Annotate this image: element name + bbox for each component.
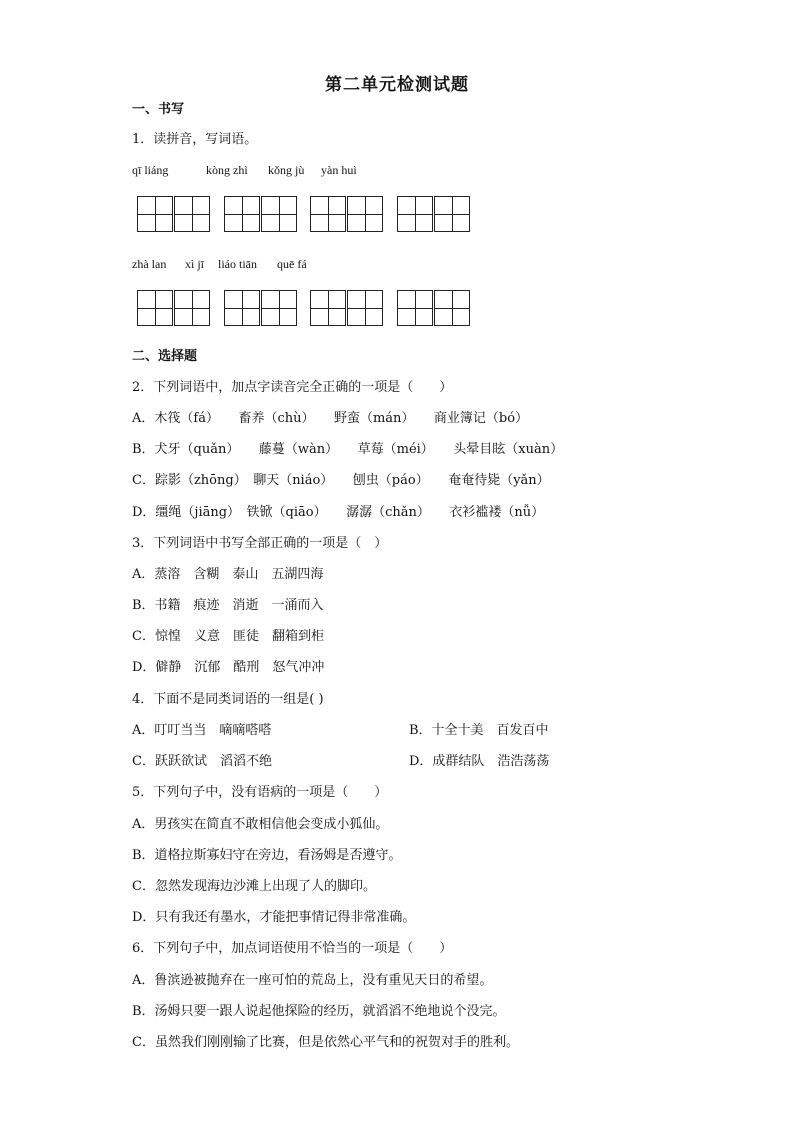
pinyin-label: kòng zhì: [206, 163, 248, 177]
option-c[interactable]: C．惊惶 义意 匪徒 翻箱到柜: [132, 629, 324, 644]
tianzige-cell[interactable]: [224, 290, 260, 326]
question-3-stem: 3．下列词语中书写全部正确的一项是（ ）: [132, 536, 388, 551]
tianzige-cell[interactable]: [434, 290, 470, 326]
option-b[interactable]: B．犬牙（quǎn） 藤蔓（wàn） 草莓（méi） 头晕目眩（xuàn）: [132, 442, 564, 457]
tianzige-cell[interactable]: [174, 196, 210, 232]
option-d[interactable]: D．缰绳（jiāng） 铁锨（qiāo） 潺潺（chǎn） 衣衫褴褛（nǚ）: [132, 505, 545, 520]
question-4-stem: 4．下面不是同类词语的一组是( ): [132, 692, 324, 707]
tianzige-cell[interactable]: [434, 196, 470, 232]
section-heading-writing: 一、书写: [132, 102, 185, 117]
option-a[interactable]: A．男孩实在简直不敢相信他会变成小狐仙。: [132, 817, 389, 832]
option-d[interactable]: D．成群结队 浩浩荡荡: [409, 754, 550, 769]
question-6-stem: 6．下列句子中，加点词语使用不恰当的一项是（ ）: [132, 941, 453, 956]
tianzige-cell[interactable]: [174, 290, 210, 326]
tianzige-cell[interactable]: [397, 196, 433, 232]
option-a[interactable]: A．木筏（fá） 畜养（chù） 野蛮（mán） 商业簿记（bó）: [132, 411, 529, 426]
pinyin-label: zhà lan: [132, 257, 167, 271]
tianzige-cell[interactable]: [347, 196, 383, 232]
writing-box-8[interactable]: [397, 290, 471, 326]
tianzige-cell[interactable]: [397, 290, 433, 326]
tianzige-cell[interactable]: [137, 290, 173, 326]
tianzige-cell[interactable]: [261, 196, 297, 232]
pinyin-label: qī liáng: [132, 163, 169, 177]
tianzige-cell[interactable]: [224, 196, 260, 232]
writing-box-2[interactable]: [224, 196, 298, 232]
tianzige-cell[interactable]: [261, 290, 297, 326]
tianzige-cell[interactable]: [310, 290, 346, 326]
option-a[interactable]: A．蒸溶 含糊 泰山 五湖四海: [132, 567, 324, 582]
option-c[interactable]: C．踪影（zhōng） 聊天（niáo） 刨虫（páo） 奄奄待毙（yǎn）: [132, 473, 550, 488]
option-c[interactable]: C．虽然我们刚刚输了比赛，但是依然心平气和的祝贺对手的胜利。: [132, 1035, 519, 1050]
option-b[interactable]: B．汤姆只要一跟人说起他探险的经历，就滔滔不绝地说个没完。: [132, 1004, 506, 1019]
tianzige-cell[interactable]: [347, 290, 383, 326]
writing-box-7[interactable]: [310, 290, 384, 326]
section-heading-choice: 二、选择题: [132, 349, 198, 364]
option-c[interactable]: C．忽然发现海边沙滩上出现了人的脚印。: [132, 879, 376, 894]
pinyin-label: liáo tiān: [218, 257, 257, 271]
writing-box-4[interactable]: [397, 196, 471, 232]
writing-box-3[interactable]: [310, 196, 384, 232]
question-1-prompt: 1．读拼音，写词语。: [132, 132, 258, 147]
pinyin-label: quē fá: [277, 257, 307, 271]
option-d[interactable]: D．只有我还有墨水，才能把事情记得非常准确。: [132, 910, 416, 925]
pinyin-label: xì jī: [185, 257, 205, 271]
pinyin-label: kǒng jù: [268, 163, 305, 177]
writing-box-1[interactable]: [137, 196, 211, 232]
question-5-stem: 5．下列句子中，没有语病的一项是（ ）: [132, 785, 388, 800]
option-a[interactable]: A．鲁滨逊被抛弃在一座可怕的荒岛上，没有重见天日的希望。: [132, 973, 493, 988]
option-d[interactable]: D．僻静 沉郁 酷刑 怒气冲冲: [132, 660, 325, 675]
option-c[interactable]: C．跃跃欲试 滔滔不绝: [132, 754, 272, 769]
writing-box-6[interactable]: [224, 290, 298, 326]
tianzige-cell[interactable]: [310, 196, 346, 232]
option-b[interactable]: B．书籍 痕迹 消逝 一涌而入: [132, 598, 324, 613]
option-b[interactable]: B．十全十美 百发百中: [409, 723, 549, 738]
question-2-stem: 2．下列词语中，加点字读音完全正确的一项是（ ）: [132, 380, 453, 395]
page-title: 第二单元检测试题: [325, 75, 469, 95]
option-b[interactable]: B．道格拉斯寡妇守在旁边，看汤姆是否遵守。: [132, 848, 402, 863]
option-a[interactable]: A．叮叮当当 嘀嘀嗒嗒: [132, 723, 272, 738]
pinyin-label: yàn huì: [321, 163, 357, 177]
tianzige-cell[interactable]: [137, 196, 173, 232]
writing-box-5[interactable]: [137, 290, 211, 326]
